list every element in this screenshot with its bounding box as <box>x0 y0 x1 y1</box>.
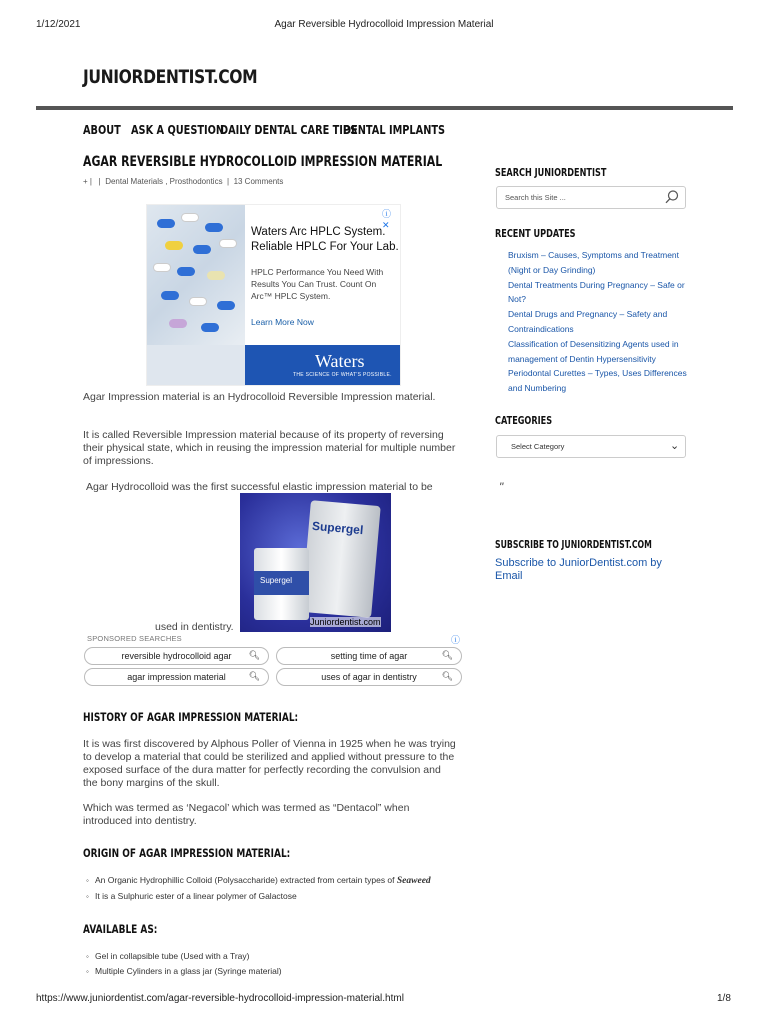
supergel-bag-label: Supergel <box>311 518 364 538</box>
list-item <box>86 873 476 889</box>
recent-update-link[interactable]: Periodontal Curettes – Types, Uses Differences and Numbering <box>508 368 687 394</box>
quote-mark: " <box>499 480 504 494</box>
history-heading: HISTORY OF AGAR IMPRESSION MATERIAL: <box>83 710 299 724</box>
ad-choices-icon[interactable]: ⓘ ✕ <box>382 209 392 230</box>
recent-update-link[interactable]: Bruxism – Causes, Symptoms and Treatment (Night or Day Grinding) <box>508 250 680 275</box>
chip-label: setting time of agar <box>330 651 408 661</box>
meta-prefix: + | <box>83 177 92 186</box>
paragraph-intro: Agar Impression material is an Hydrocolloid Reversible Impression material. <box>83 391 436 403</box>
site-title[interactable]: JUNIORDENTIST.COM <box>83 66 258 88</box>
print-date: 1/12/2021 <box>36 19 81 30</box>
main-nav <box>83 122 446 137</box>
supergel-product-image <box>240 493 391 632</box>
meta-categories-link[interactable]: Dental Materials , Prosthodontics <box>105 177 223 186</box>
chip-label: reversible hydrocolloid agar <box>121 651 232 661</box>
available-list <box>86 949 476 979</box>
advertisement[interactable] <box>146 204 401 386</box>
print-url: https://www.juniordentist.com/agar-reversible-hydrocolloid-impression-material.html <box>36 993 404 1004</box>
available-heading: AVAILABLE AS: <box>83 922 158 936</box>
list-item: ◦ Gel in collapsible tube (Used with a Tray) <box>86 949 476 964</box>
recent-updates-list <box>508 248 690 396</box>
ad-brand-logo: Waters <box>315 351 365 371</box>
paragraph-first-elastic: Agar Hydrocolloid was the first successful elastic impression material to be <box>86 481 433 493</box>
meta-comments-link[interactable]: 13 Comments <box>233 177 284 186</box>
meta-separator: | <box>98 177 101 186</box>
print-page-number: 1/8 <box>717 993 731 1004</box>
recent-update-link[interactable]: Dental Drugs and Pregnancy – Safety and Contraindications <box>508 309 668 334</box>
emphasis-seaweed: Seaweed <box>396 876 431 886</box>
chip-label: uses of agar in dentistry <box>321 672 417 682</box>
chevron-down-icon[interactable]: ⌄ <box>670 440 680 452</box>
search-heading: SEARCH JUNIORDENTIST <box>495 166 607 179</box>
subscribe-email-link[interactable]: Subscribe to JuniorDentist.com by Email <box>495 557 662 582</box>
image-watermark: Juniordentist.com <box>310 617 381 627</box>
categories-heading: CATEGORIES <box>495 414 553 427</box>
sponsored-label: SPONSORED SEARCHES <box>87 634 182 643</box>
supergel-bag <box>301 500 380 618</box>
article-meta <box>83 177 283 186</box>
history-paragraph-2: Which was termed as ‘Negacol’ which was termed as “Dentacol” when introduced into dentistry. <box>83 802 410 827</box>
category-select[interactable]: Select Category <box>496 435 686 458</box>
supergel-jar-label: Supergel <box>260 576 293 585</box>
sponsored-chip[interactable] <box>276 647 462 665</box>
search-icon: 🔍︎ <box>248 671 260 681</box>
origin-heading: ORIGIN OF AGAR IMPRESSION MATERIAL: <box>83 846 291 860</box>
search-icon: 🔍︎ <box>441 671 453 681</box>
origin-list <box>86 873 476 904</box>
history-paragraph-1: It is was first discovered by Alphous Poller of Vienna in 1925 when he was trying to develop a material that could be sterilized and applied without pressure to the exposed surface of the dura matter for perfectly recording the convulsion and the bony margins of the skull. <box>83 738 456 789</box>
chip-label: agar impression material <box>127 672 226 682</box>
search-icon: 🔍︎ <box>248 650 260 660</box>
meta-separator: | <box>227 177 230 186</box>
list-item: ◦ It is a Sulphuric ester of a linear polymer of Galactose <box>86 889 476 904</box>
ad-pills-image <box>147 205 245 345</box>
list-item: ◦ Multiple Cylinders in a glass jar (Syringe material) <box>86 964 476 979</box>
recent-update-link[interactable]: Classification of Desensitizing Agents used in management of Dentin Hypersensitivity <box>508 338 679 364</box>
sponsored-chip[interactable] <box>84 647 269 665</box>
nav-item-ask-a-question[interactable]: ASK A QUESTION <box>131 122 225 137</box>
search-icon: 🔍︎ <box>441 650 453 660</box>
recent-update-link[interactable]: Dental Treatments During Pregnancy – Safe or Not? <box>508 279 685 305</box>
nav-item-daily-dental-care-tips[interactable]: DAILY DENTAL CARE TIPS <box>220 122 358 137</box>
info-icon[interactable]: ⓘ <box>451 635 461 645</box>
ad-learn-more-link[interactable]: Learn More Now <box>251 317 314 327</box>
ad-tagline: THE SCIENCE OF WHAT'S POSSIBLE. <box>293 372 392 378</box>
nav-item-dental-implants[interactable]: DENTAL IMPLANTS <box>343 122 446 137</box>
paragraph-reversible: It is called Reversible Impression material because of its property of reversing their physical state, which in reusing the impression material for multiple number of impressions. <box>83 429 456 467</box>
article-title: AGAR REVERSIBLE HYDROCOLLOID IMPRESSION MATERIAL <box>83 154 443 170</box>
paragraph-first-elastic-end: used in dentistry. <box>155 621 234 633</box>
recent-updates-heading: RECENT UPDATES <box>495 227 576 240</box>
subscribe-heading: SUBSCRIBE TO JUNIORDENTIST.COM <box>495 539 652 551</box>
sponsored-chip[interactable] <box>276 668 462 686</box>
nav-item-about[interactable]: ABOUT <box>83 122 121 137</box>
search-icon[interactable] <box>664 189 680 205</box>
search-input[interactable]: Search this Site ... <box>496 186 686 209</box>
ad-footer-band <box>147 345 245 386</box>
list-item-text: An Organic Hydrophillic Colloid (Polysaccharide) extracted from certain types of <box>95 875 395 885</box>
sponsored-chip[interactable] <box>84 668 269 686</box>
print-title: Agar Reversible Hydrocolloid Impression Material <box>274 19 494 30</box>
header-divider <box>36 106 733 110</box>
ad-body: HPLC Performance You Need With Results You Can Trust. Count On Arc™ HPLC System. <box>251 267 384 301</box>
ad-title[interactable]: Waters Arc HPLC System. Reliable HPLC For Your Lab. <box>251 226 399 253</box>
